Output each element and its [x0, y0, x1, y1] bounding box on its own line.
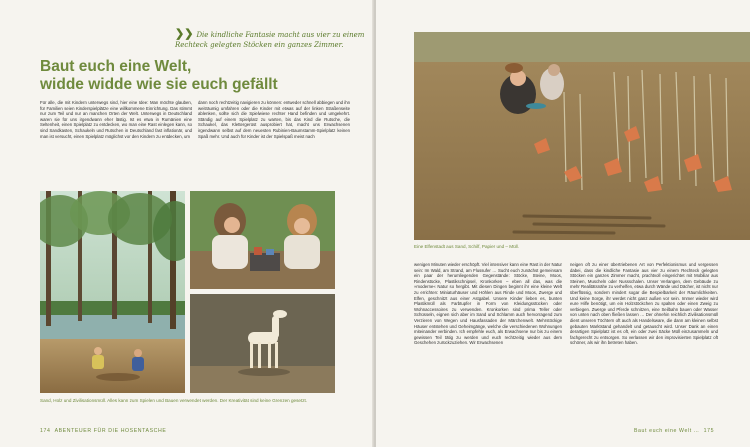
body-column-3: wenigen Minuten wieder erschöpft. Viel intensiver kann eine Rast in der Natur sein: Im Wald, am Strand, am Flussufer … Sucht euch zunächst gemeinsam ein paar der herumliegenden Gegenstände: Stöcke, Steine, Moos, Rindenstücke, Plastikschnipsel, Kronkorken – eben all das, was die »moderne« Natur so hergibt. Mit diesen Dingen beginnt ihr eine kleine Welt zu errichten: Miniaturhäuser und Höhlen aus Rinde und Moos, Zwerge und Elfen, geschnitzt aus einer Astgabel. Unsere Kinder lieben es, bunten Plastikmüll als Farbtupfer in Form von Kleidungsstücken oder Wohnaccessoires zu verwenden. Kronkorken sind prima Teller oder Schüsseln, eignen sich aber im Sand und Schlamm auch hervorragend zum Verzieren von Wegen und Hausfassaden der Märchenwelt. Mehrstöckige Häuser entstehen und Geheimgänge, welche die verschiedenen Wohnungen miteinander verbinden. Ich empfehle euch, als Erwachsene nur bis zu einem gewissen Teil tätig zu werden und euch rechtzeitig wieder aus dem Geschehen zurückzuziehen. Wir Erwachsenen	[414, 262, 562, 346]
page-number-right: 175	[703, 428, 715, 434]
girls-playing-image	[190, 191, 335, 289]
folio-left	[40, 428, 166, 434]
caption-right: Eine Elfenstadt aus Sand, Schilf, Papier und – Müll.	[414, 244, 519, 249]
headline	[40, 58, 360, 94]
caption-left: Sand, Holz und Zivilisationsmüll. Alles kann zum Spielen und Bauen verwendet werden. Der Kreativität sind keine Grenzen gesetzt.	[40, 398, 308, 403]
left-page	[0, 0, 374, 447]
photo-girls-playing	[190, 191, 335, 289]
photo-wooden-horse	[190, 294, 335, 393]
quote-chevron-icon: ❯❯	[175, 28, 194, 40]
running-title-left: ABENTEUER FÜR DIE HOSENTASCHE	[54, 428, 167, 434]
pull-quote-text: Die kindliche Fantasie macht aus vier zu einem Rechteck gelegten Stöcken ein ganzes Zimmer.	[175, 31, 365, 49]
elf-city-image	[414, 32, 750, 240]
body-column-4: neigen oft zu einer übertriebenen Art von Perfektionismus und vergessen dabei, dass die kindliche Fantasie aus vier zu einem Rechteck gelegten Stöcken ein ganzes Zimmer macht, prachtvoll eingerichtet mit Mobiliar aus Steinen, Muscheln oder Nussschalen. Unser Verlangen, dem Gebäude zu mehr Realitätsnähe zu verhelfen, etwa durch Wände und Dächer, ist nicht nur überflüssig, sondern mindert sogar die Bespielbarkeit der Räumlichkeiten. Und keine Sorge, ihr werdet nicht ganz außen vor sein. Immer wieder wird eure Hilfe benötigt, um ein Holzstöckchen zu spalten oder einen Zweig zu verbiegen. Zwerge und Pferde schnitzen, eine Seilbahn bauen oder Wasser von unten nach oben fließen lassen … Der ohnehin reichlich Zivilisationsmüll dient unseren Töchtern oft auch als Handelsware, die dann am kleinen selbst gebauten Marktstand gehandelt und getauscht wird. Unser Dank an einen derartigen Spielplatz ist es oft, ein oder zwei Säcke Müll einzusammeln und fachgerecht zu entsorgen. So verlassen wir den improvisierten Spielplatz oft schöner, als wir ihn betreten haben.	[570, 262, 718, 346]
wooden-horse-image	[190, 294, 335, 393]
photo-forest-lake-children	[40, 191, 185, 393]
body-column-1: Für alle, die mit Kindern unterwegs sind, hier eine Idee: Man möchte glauben, für Familien seien Kinderspielplätze eine willkommene Einrichtung. Das stimmt nur zum Teil und nur an manchen Orten der Welt. Unterwegs in Deutschland waren sie für uns irgendwann eher lästig. Ist es etwa in Rumänien eine Seltenheit, einen Spielplatz zu entdecken, wo man eine Rast einlegen kann, so sind Sandkasten, Schaukeln und Rutschen in Deutschland fast inflationär, und man ist versucht, einen Spielplatz möglichst vor den Kindern zu entdecken, um	[40, 100, 192, 139]
headline-line-2: widde widde wie sie euch gefällt	[40, 76, 278, 93]
headline-line-1: Baut euch eine Welt,	[40, 58, 192, 75]
folio-right	[634, 428, 714, 434]
forest-lake-image	[40, 191, 185, 393]
right-page	[376, 0, 750, 447]
body-column-2: dann noch rechtzeitig navigieren zu können: entweder schnell abbiegen und ihn weiträumig umfahren oder die Kinder mit etwas auf der linken Straßenseite ablenken, sollte sich die Spielwiese rechter Hand befinden und umgekehrt. Ständig auf einem Spielplatz zu warten, bis das Kind die Rutsche, die Schaukel, das Klettergerüst ausprobiert hat, macht uns Erwachsenen irgendwann selbst auf dem neuesten Rubinien-Baumstamm-Spielplatz keinen Spaß mehr. Und auch für Kinder ist der Spielspaß meist nach	[198, 100, 350, 139]
page-number-left: 174	[40, 428, 51, 434]
photo-elf-city	[414, 32, 750, 240]
pull-quote	[175, 29, 365, 50]
running-title-right: Baut euch eine Welt …	[634, 428, 700, 434]
